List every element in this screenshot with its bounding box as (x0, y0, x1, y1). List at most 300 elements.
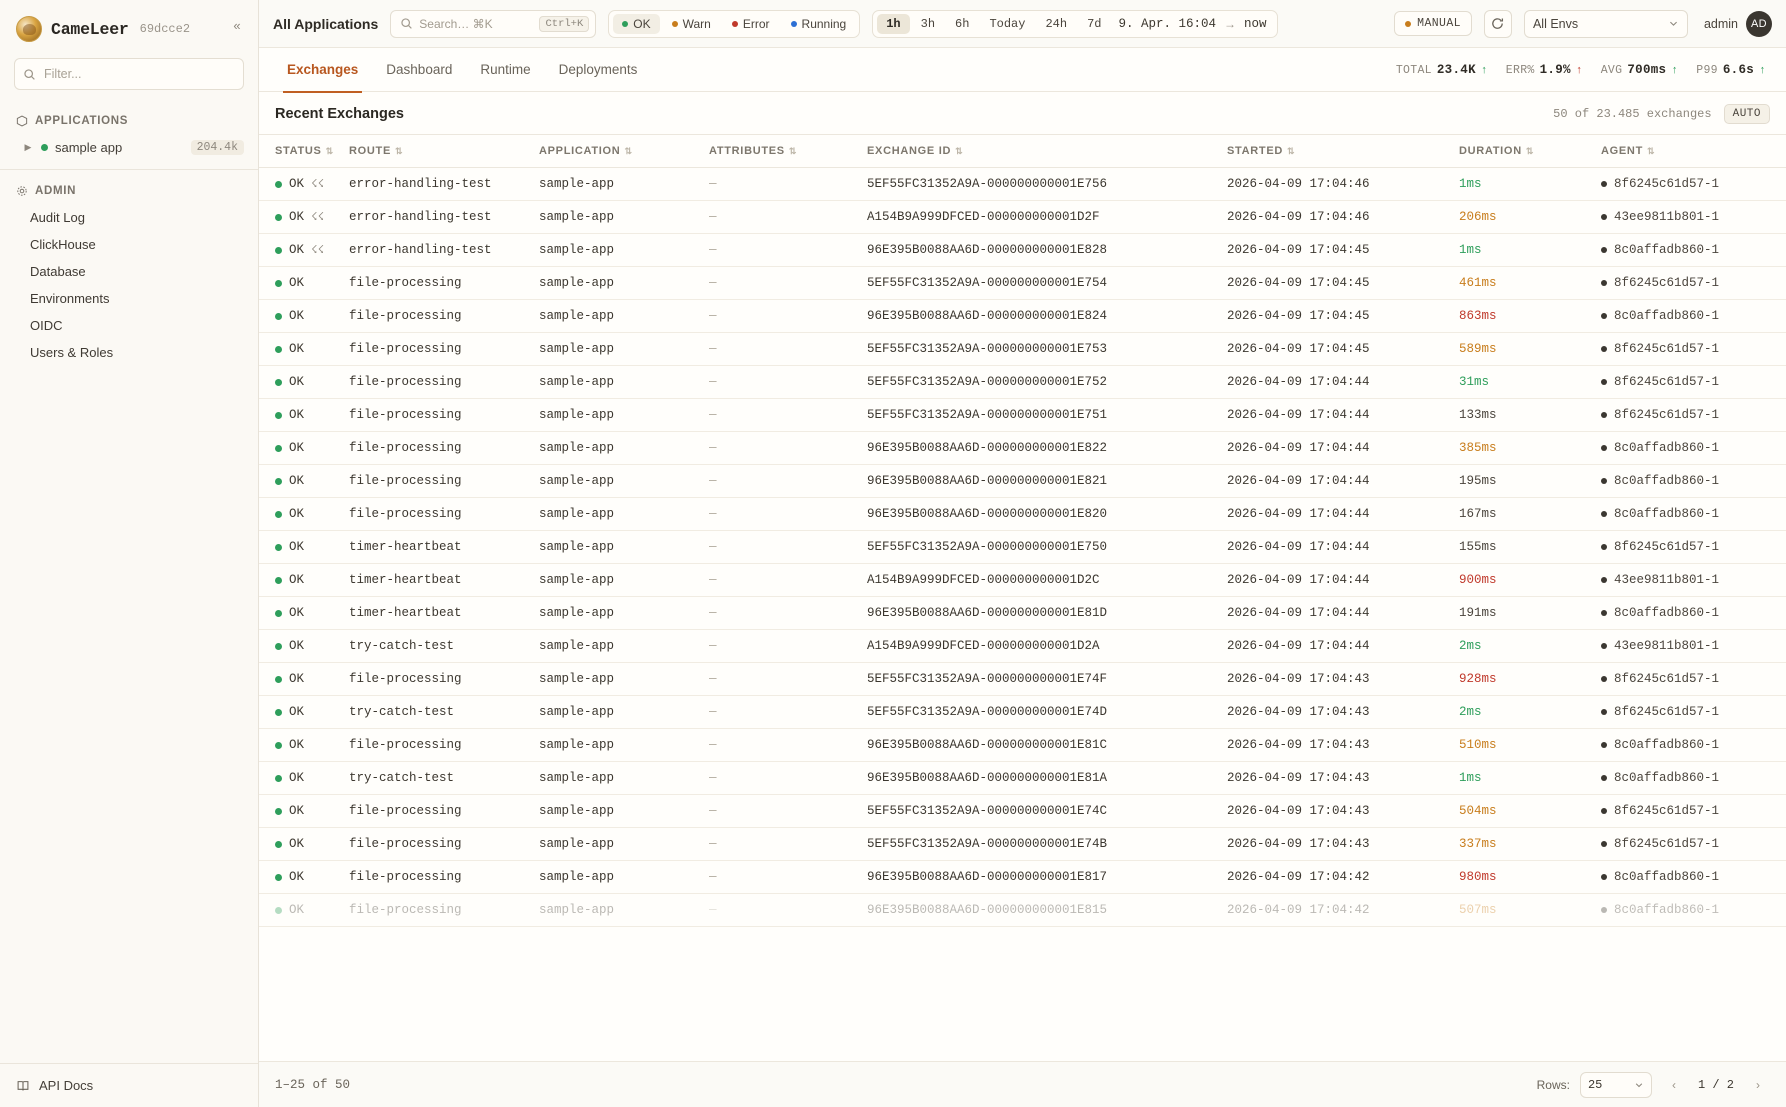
sidebar-divider (0, 169, 258, 170)
sidebar-item-label: API Docs (39, 1078, 94, 1093)
table-row[interactable] (259, 201, 1786, 234)
cell-agent (1601, 168, 1786, 201)
agent-label: 8f6245c61d57-1 (1614, 804, 1720, 818)
cell-duration: 31ms (1459, 366, 1601, 399)
cell-agent (1601, 729, 1786, 762)
table-header-row (259, 135, 1786, 168)
sidebar-item-users-roles[interactable]: Users & Roles (30, 345, 114, 360)
cell-attributes: — (709, 399, 867, 432)
cell-attributes: — (709, 762, 867, 795)
scope-title: All Applications (273, 15, 379, 32)
cell-duration: 206ms (1459, 201, 1601, 234)
agent-dot (1601, 412, 1607, 418)
tab-exchanges[interactable]: Exchanges (273, 48, 372, 92)
column-header-status[interactable] (259, 135, 349, 168)
time-range-6h[interactable]: 6h (955, 16, 970, 31)
main-area (259, 0, 1786, 1107)
cell-started: 2026-04-09 17:04:45 (1227, 300, 1459, 333)
pagination-range: 1–25 of 50 (275, 1077, 351, 1092)
branch-icon: ☇☇ (311, 179, 325, 191)
table-row[interactable] (259, 333, 1786, 366)
table-row[interactable] (259, 432, 1786, 465)
cell-attributes: — (709, 201, 867, 234)
cell-application: sample-app (539, 861, 709, 894)
cell-started: 2026-04-09 17:04:44 (1227, 564, 1459, 597)
cell-started: 2026-04-09 17:04:44 (1227, 630, 1459, 663)
sidebar-item-database[interactable]: Database (30, 264, 86, 279)
agent-dot (1601, 841, 1607, 847)
cell-agent (1601, 465, 1786, 498)
cell-route: try-catch-test (349, 762, 539, 795)
agent-dot (1601, 544, 1607, 550)
cell-started: 2026-04-09 17:04:44 (1227, 366, 1459, 399)
status-label: OK (289, 540, 305, 554)
cell-duration: 1ms (1459, 234, 1601, 267)
cell-duration: 928ms (1459, 663, 1601, 696)
cell-route: file-processing (349, 729, 539, 762)
chevron-right-icon[interactable]: ▶ (24, 142, 32, 152)
page-indicator (1696, 1078, 1736, 1092)
box-icon (16, 115, 28, 127)
agent-dot (1601, 610, 1607, 616)
section-header-right (1553, 104, 1770, 124)
cell-application: sample-app (539, 663, 709, 696)
table-body (259, 168, 1786, 927)
status-label: OK (289, 441, 305, 455)
page-total: 2 (1726, 1077, 1734, 1092)
cell-application: sample-app (539, 399, 709, 432)
status-dot-ok (622, 21, 628, 27)
status-dot (275, 511, 282, 518)
table-row[interactable] (259, 366, 1786, 399)
status-filter-group (608, 10, 860, 38)
cell-application: sample-app (539, 267, 709, 300)
status-dot (275, 214, 282, 221)
user-menu[interactable] (1700, 11, 1772, 37)
cell-attributes: — (709, 663, 867, 696)
table-row[interactable] (259, 861, 1786, 894)
cell-status (259, 564, 349, 597)
table-row[interactable] (259, 630, 1786, 663)
tab-deployments[interactable]: Deployments (558, 61, 638, 77)
tabbar (259, 48, 1786, 92)
chevron-down-icon (1634, 1080, 1644, 1090)
cell-exchange-id: 96E395B0088AA6D-000000000001E828 (867, 234, 1227, 267)
cell-route: error-handling-test (349, 168, 539, 201)
cell-exchange-id: 96E395B0088AA6D-000000000001E81D (867, 597, 1227, 630)
table-row[interactable] (259, 300, 1786, 333)
cell-route: file-processing (349, 366, 539, 399)
cell-attributes: — (709, 894, 867, 927)
agent-label: 8f6245c61d57-1 (1614, 672, 1720, 686)
sidebar-item-sample-app[interactable] (0, 134, 258, 161)
kpi-error-rate (1506, 63, 1583, 77)
cell-duration: 900ms (1459, 564, 1601, 597)
search-icon (400, 17, 413, 30)
cell-application: sample-app (539, 168, 709, 201)
cell-exchange-id: 5EF55FC31352A9A-000000000001E74F (867, 663, 1227, 696)
status-label: OK (289, 672, 305, 686)
cell-duration: 507ms (1459, 894, 1601, 927)
table-row[interactable] (259, 828, 1786, 861)
next-page-button[interactable]: › (1756, 1077, 1760, 1092)
table-row[interactable] (259, 234, 1786, 267)
cell-application: sample-app (539, 366, 709, 399)
status-filter-warn[interactable] (663, 14, 720, 34)
time-range-today[interactable]: Today (989, 16, 1026, 31)
agent-dot (1601, 709, 1607, 715)
cell-started: 2026-04-09 17:04:45 (1227, 333, 1459, 366)
time-range-3h[interactable]: 3h (920, 16, 936, 31)
cell-started: 2026-04-09 17:04:44 (1227, 498, 1459, 531)
agent-dot (1601, 181, 1607, 187)
cell-started: 2026-04-09 17:04:44 (1227, 432, 1459, 465)
status-dot (275, 280, 282, 287)
status-filter-ok[interactable] (613, 14, 659, 34)
kpi-value: 1.9% (1539, 62, 1571, 77)
cell-status (259, 201, 349, 234)
cell-status (259, 630, 349, 663)
time-range-group (872, 10, 1277, 38)
table-row[interactable] (259, 564, 1786, 597)
kpi-trend-icon: ↑ (1480, 64, 1488, 77)
cell-started: 2026-04-09 17:04:46 (1227, 201, 1459, 234)
chevron-down-icon (1668, 18, 1679, 29)
table-row[interactable] (259, 696, 1786, 729)
status-filter-label: Warn (682, 16, 711, 31)
cell-route: try-catch-test (349, 696, 539, 729)
cell-status (259, 696, 349, 729)
cell-duration: 863ms (1459, 300, 1601, 333)
kpi-trend-icon: ↑ (1671, 64, 1679, 77)
status-dot (275, 313, 282, 320)
cell-application: sample-app (539, 597, 709, 630)
cell-route: file-processing (349, 300, 539, 333)
column-header-agent[interactable] (1601, 135, 1786, 168)
column-label: AGENT (1601, 145, 1643, 157)
rows-per-page-label: Rows: (1536, 1077, 1570, 1092)
table-footer (259, 1061, 1786, 1107)
brand-version-hash: 69dcce2 (139, 22, 191, 36)
cell-duration: 510ms (1459, 729, 1601, 762)
table-row[interactable] (259, 597, 1786, 630)
time-range-1h[interactable]: 1h (877, 14, 909, 34)
cell-route: file-processing (349, 828, 539, 861)
column-label: STATUS (275, 145, 322, 157)
status-dot (275, 478, 282, 485)
applications-section-header (0, 108, 258, 134)
status-dot (275, 610, 282, 617)
table-row[interactable] (259, 465, 1786, 498)
cell-status (259, 597, 349, 630)
cell-agent (1601, 795, 1786, 828)
column-header-route[interactable] (349, 135, 539, 168)
cell-application: sample-app (539, 333, 709, 366)
status-dot (275, 742, 282, 749)
cell-status (259, 795, 349, 828)
cell-duration: 2ms (1459, 696, 1601, 729)
table-row[interactable] (259, 729, 1786, 762)
cell-exchange-id: 5EF55FC31352A9A-000000000001E750 (867, 531, 1227, 564)
status-label: OK (289, 705, 305, 719)
column-header-application[interactable] (539, 135, 709, 168)
column-header-attributes[interactable] (709, 135, 867, 168)
table-row[interactable] (259, 795, 1786, 828)
agent-dot (1601, 874, 1607, 880)
table-row[interactable] (259, 894, 1786, 927)
admin-section (0, 178, 258, 366)
cell-status (259, 861, 349, 894)
status-label: OK (289, 804, 305, 818)
status-dot (275, 346, 282, 353)
page-current: 1 (1697, 1077, 1706, 1092)
page-title: Recent Exchanges (275, 106, 404, 122)
cell-started: 2026-04-09 17:04:42 (1227, 861, 1459, 894)
cell-agent (1601, 531, 1786, 564)
tab-runtime[interactable]: Runtime (480, 61, 531, 77)
prev-page-button[interactable]: ‹ (1671, 1077, 1676, 1092)
agent-dot (1601, 313, 1607, 319)
column-header-started[interactable] (1227, 135, 1459, 168)
chevrons-left-icon[interactable]: « (233, 17, 241, 33)
cell-attributes: — (709, 333, 867, 366)
table-row[interactable] (259, 399, 1786, 432)
cell-duration: 504ms (1459, 795, 1601, 828)
agent-dot (1601, 346, 1607, 352)
column-header-duration[interactable] (1459, 135, 1601, 168)
status-label: OK (289, 771, 305, 785)
agent-label: 8f6245c61d57-1 (1614, 837, 1720, 851)
cell-attributes: — (709, 828, 867, 861)
agent-label: 8c0affadb860-1 (1614, 606, 1720, 620)
sort-icon: ⇅ (624, 146, 633, 156)
agent-dot (1601, 214, 1607, 220)
agent-label: 8f6245c61d57-1 (1614, 276, 1720, 290)
cell-exchange-id: 5EF55FC31352A9A-000000000001E756 (867, 168, 1227, 201)
sort-icon: ⇅ (788, 146, 798, 156)
table-row[interactable] (259, 663, 1786, 696)
cell-attributes: — (709, 267, 867, 300)
time-range-arrow-icon: → (1224, 16, 1237, 31)
table-row[interactable] (259, 498, 1786, 531)
sort-icon: ⇅ (955, 146, 964, 156)
cell-exchange-id: 96E395B0088AA6D-000000000001E822 (867, 432, 1227, 465)
status-label: OK (289, 408, 305, 422)
manual-status-dot (1405, 21, 1411, 27)
global-search[interactable] (390, 10, 596, 38)
cell-route: error-handling-test (349, 201, 539, 234)
table-row[interactable] (259, 531, 1786, 564)
cell-attributes: — (709, 597, 867, 630)
cell-duration: 461ms (1459, 267, 1601, 300)
agent-label: 8f6245c61d57-1 (1614, 540, 1720, 554)
book-icon (16, 1079, 30, 1093)
status-filter-running[interactable] (782, 14, 856, 34)
agent-label: 8c0affadb860-1 (1614, 474, 1720, 488)
agent-label: 8c0affadb860-1 (1614, 507, 1720, 521)
cell-status (259, 300, 349, 333)
cell-started: 2026-04-09 17:04:43 (1227, 663, 1459, 696)
cell-agent (1601, 267, 1786, 300)
time-range-7d[interactable]: 7d (1087, 16, 1102, 31)
sidebar-item-environments[interactable]: Environments (30, 291, 110, 306)
column-label: ROUTE (349, 145, 391, 157)
sidebar-item-clickhouse[interactable]: ClickHouse (30, 237, 96, 252)
status-filter-error[interactable] (723, 14, 779, 34)
cell-duration: 195ms (1459, 465, 1601, 498)
sidebar-filter[interactable] (14, 58, 244, 90)
cell-attributes: — (709, 861, 867, 894)
section-header (259, 92, 1786, 134)
status-label: OK (289, 870, 305, 884)
manual-refresh-button[interactable] (1394, 11, 1472, 36)
agent-label: 8c0affadb860-1 (1614, 903, 1720, 917)
rows-per-page-value: 25 (1587, 1077, 1603, 1092)
cell-exchange-id: 5EF55FC31352A9A-000000000001E753 (867, 333, 1227, 366)
cell-started: 2026-04-09 17:04:43 (1227, 762, 1459, 795)
environment-select[interactable] (1524, 10, 1688, 38)
cell-exchange-id: 5EF55FC31352A9A-000000000001E754 (867, 267, 1227, 300)
cell-started: 2026-04-09 17:04:43 (1227, 729, 1459, 762)
status-dot-warn (672, 21, 678, 27)
environment-select-value: All Envs (1532, 16, 1579, 31)
kpi-label: AVG (1600, 63, 1623, 77)
cell-agent (1601, 630, 1786, 663)
cell-status (259, 399, 349, 432)
cell-duration: 2ms (1459, 630, 1601, 663)
search-shortcut-badge: Ctrl+K (539, 16, 589, 32)
cell-exchange-id: 96E395B0088AA6D-000000000001E824 (867, 300, 1227, 333)
cell-application: sample-app (539, 894, 709, 927)
agent-dot (1601, 676, 1607, 682)
agent-label: 8c0affadb860-1 (1614, 738, 1720, 752)
exchanges-table-wrapper[interactable] (259, 134, 1786, 1061)
status-dot (275, 445, 282, 452)
branch-icon: ☇☇ (311, 245, 325, 257)
column-label: ATTRIBUTES (709, 145, 785, 157)
kpi-label: P99 (1696, 63, 1718, 77)
table-row[interactable] (259, 762, 1786, 795)
cell-application: sample-app (539, 828, 709, 861)
cell-status (259, 432, 349, 465)
status-label: OK (289, 342, 305, 356)
time-range-from[interactable]: 9. Apr. 16:04 (1118, 16, 1217, 31)
gear-icon (16, 185, 28, 197)
cell-application: sample-app (539, 795, 709, 828)
topbar (259, 0, 1786, 48)
cell-application: sample-app (539, 300, 709, 333)
result-count: 50 of 23.485 exchanges (1553, 107, 1712, 121)
agent-label: 43ee9811b801-1 (1614, 210, 1720, 224)
cell-route: error-handling-test (349, 234, 539, 267)
cell-agent (1601, 498, 1786, 531)
agent-label: 43ee9811b801-1 (1614, 639, 1720, 653)
user-name: admin (1703, 16, 1738, 31)
brand[interactable] (0, 0, 258, 56)
cell-exchange-id: 5EF55FC31352A9A-000000000001E74B (867, 828, 1227, 861)
cell-duration: 191ms (1459, 597, 1601, 630)
cell-exchange-id: A154B9A999DFCED-000000000001D2F (867, 201, 1227, 234)
cell-route: timer-heartbeat (349, 597, 539, 630)
column-header-exchange-id[interactable] (867, 135, 1227, 168)
cell-route: file-processing (349, 267, 539, 300)
cell-agent (1601, 333, 1786, 366)
sort-icon: ⇅ (1525, 146, 1535, 156)
status-dot (275, 676, 282, 683)
kpi-label: TOTAL (1395, 63, 1432, 77)
agent-label: 8f6245c61d57-1 (1614, 177, 1720, 191)
status-dot (275, 709, 282, 716)
status-dot (275, 577, 282, 584)
cell-status (259, 465, 349, 498)
cell-exchange-id: 96E395B0088AA6D-000000000001E815 (867, 894, 1227, 927)
cell-route: file-processing (349, 498, 539, 531)
cell-exchange-id: 5EF55FC31352A9A-000000000001E751 (867, 399, 1227, 432)
tab-dashboard[interactable]: Dashboard (386, 61, 453, 77)
kpi-value: 23.4K (1436, 62, 1476, 77)
cell-application: sample-app (539, 630, 709, 663)
cell-agent (1601, 696, 1786, 729)
sort-icon: ⇅ (395, 146, 404, 156)
cell-application: sample-app (539, 729, 709, 762)
cell-attributes: — (709, 564, 867, 597)
time-range-to[interactable]: now (1244, 16, 1267, 31)
cell-status (259, 333, 349, 366)
cell-status (259, 267, 349, 300)
cell-agent (1601, 399, 1786, 432)
cell-attributes: — (709, 234, 867, 267)
kpi-group (1396, 63, 1772, 77)
rows-per-page-select[interactable] (1580, 1072, 1652, 1098)
cell-exchange-id: 96E395B0088AA6D-000000000001E81A (867, 762, 1227, 795)
status-label: OK (289, 507, 305, 521)
cell-route: file-processing (349, 333, 539, 366)
cell-duration: 589ms (1459, 333, 1601, 366)
agent-dot (1601, 808, 1607, 814)
admin-section-label: ADMIN (35, 185, 77, 197)
sort-icon: ⇅ (1287, 146, 1296, 156)
cell-status (259, 729, 349, 762)
agent-dot (1601, 247, 1607, 253)
status-filter-label: Error (742, 16, 770, 31)
cell-attributes: — (709, 729, 867, 762)
time-range-24h[interactable]: 24h (1045, 16, 1068, 31)
column-label: DURATION (1459, 145, 1522, 157)
cell-route: file-processing (349, 663, 539, 696)
cell-status (259, 498, 349, 531)
sidebar-item-api-docs[interactable] (0, 1063, 258, 1107)
auto-refresh-badge[interactable]: AUTO (1724, 104, 1770, 124)
avatar: AD (1746, 11, 1772, 37)
cell-exchange-id: A154B9A999DFCED-000000000001D2A (867, 630, 1227, 663)
table-row[interactable] (259, 267, 1786, 300)
sidebar-filter-input[interactable] (42, 66, 235, 82)
cell-duration: 1ms (1459, 168, 1601, 201)
refresh-clock-icon[interactable] (1484, 10, 1512, 38)
status-dot (275, 412, 282, 419)
agent-label: 8f6245c61d57-1 (1614, 705, 1720, 719)
cell-started: 2026-04-09 17:04:44 (1227, 597, 1459, 630)
cell-exchange-id: 96E395B0088AA6D-000000000001E820 (867, 498, 1227, 531)
status-label: OK (289, 573, 305, 587)
table-row[interactable] (259, 168, 1786, 201)
sidebar-item-audit-log[interactable]: Audit Log (30, 210, 85, 225)
admin-section-header (0, 178, 258, 204)
cell-started: 2026-04-09 17:04:44 (1227, 531, 1459, 564)
cell-route: file-processing (349, 465, 539, 498)
sidebar-item-oidc[interactable]: OIDC (30, 318, 63, 333)
status-dot (275, 247, 282, 254)
